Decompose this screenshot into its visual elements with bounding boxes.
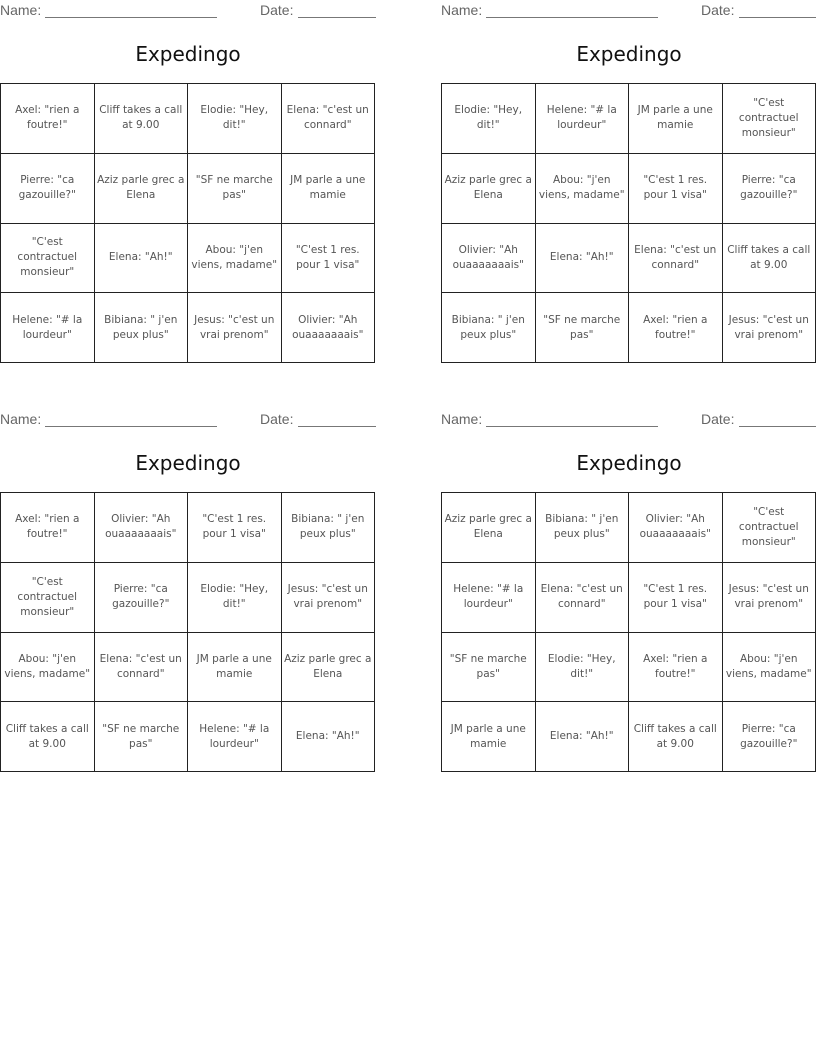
bingo-cell[interactable]: JM parle a une mamie [629, 84, 723, 154]
name-field-line[interactable] [486, 426, 658, 427]
bingo-cell[interactable]: Pierre: "ca gazouille?" [1, 154, 95, 224]
bingo-cell[interactable]: "C'est contractuel monsieur" [723, 493, 816, 563]
bingo-cell[interactable]: JM parle a une mamie [282, 154, 376, 224]
bingo-cell[interactable]: Axel: "rien a foutre!" [1, 84, 95, 154]
bingo-cell[interactable]: Pierre: "ca gazouille?" [95, 563, 189, 633]
bingo-cell[interactable]: Pierre: "ca gazouille?" [723, 702, 816, 772]
bingo-cell[interactable]: Axel: "rien a foutre!" [629, 633, 723, 703]
date-field-line[interactable] [298, 17, 376, 18]
bingo-cell[interactable]: Abou: "j'en viens, madame" [1, 633, 95, 703]
date-label: Date: [260, 2, 294, 18]
bingo-cell[interactable]: Bibiana: " j'en peux plus" [442, 293, 536, 363]
bingo-cell[interactable]: Aziz parle grec a Elena [442, 154, 536, 224]
bingo-cell[interactable]: Abou: "j'en viens, madame" [723, 633, 816, 703]
bingo-cell[interactable]: Helene: "# la lourdeur" [442, 563, 536, 633]
bingo-grid [0, 492, 375, 772]
bingo-cell[interactable]: Bibiana: " j'en peux plus" [282, 493, 376, 563]
bingo-cell[interactable]: Elena: "c'est un connard" [282, 84, 376, 154]
name-label: Name: [0, 411, 42, 427]
bingo-cell[interactable]: Aziz parle grec a Elena [95, 154, 189, 224]
card-title: Expedingo [576, 451, 682, 475]
bingo-cell[interactable]: Elena: "Ah!" [536, 702, 630, 772]
bingo-card [0, 409, 376, 781]
bingo-cell[interactable]: Olivier: "Ah ouaaaaaaais" [442, 224, 536, 294]
bingo-cell[interactable]: Elena: "Ah!" [95, 224, 189, 294]
bingo-cell[interactable]: Jesus: "c'est un vrai prenom" [723, 563, 816, 633]
bingo-grid [441, 83, 816, 363]
bingo-cell[interactable]: Helene: "# la lourdeur" [188, 702, 282, 772]
bingo-cell[interactable]: "C'est contractuel monsieur" [1, 224, 95, 294]
bingo-cell[interactable]: Elena: "c'est un connard" [95, 633, 189, 703]
name-field-line[interactable] [45, 426, 217, 427]
bingo-cell[interactable]: Elena: "Ah!" [536, 224, 630, 294]
bingo-cell[interactable]: Bibiana: " j'en peux plus" [536, 493, 630, 563]
name-field-line[interactable] [486, 17, 658, 18]
bingo-cell[interactable]: Axel: "rien a foutre!" [629, 293, 723, 363]
bingo-cell[interactable]: Abou: "j'en viens, madame" [536, 154, 630, 224]
bingo-cell[interactable]: "C'est 1 res. pour 1 visa" [629, 154, 723, 224]
bingo-cell[interactable]: "SF ne marche pas" [95, 702, 189, 772]
date-field-line[interactable] [739, 426, 816, 427]
date-label: Date: [260, 411, 294, 427]
bingo-cell[interactable]: Aziz parle grec a Elena [282, 633, 376, 703]
bingo-cell[interactable]: "C'est 1 res. pour 1 visa" [629, 563, 723, 633]
date-field-line[interactable] [739, 17, 816, 18]
card-header [0, 0, 376, 20]
bingo-cell[interactable]: Helene: "# la lourdeur" [536, 84, 630, 154]
bingo-cell[interactable]: Abou: "j'en viens, madame" [188, 224, 282, 294]
bingo-cell[interactable]: Elena: "c'est un connard" [536, 563, 630, 633]
bingo-cell[interactable]: Bibiana: " j'en peux plus" [95, 293, 189, 363]
name-field-line[interactable] [45, 17, 217, 18]
bingo-cell[interactable]: "SF ne marche pas" [188, 154, 282, 224]
card-title: Expedingo [135, 42, 241, 66]
bingo-cell[interactable]: Elodie: "Hey, dit!" [442, 84, 536, 154]
bingo-cell[interactable]: Cliff takes a call at 9.00 [723, 224, 816, 294]
bingo-cell[interactable]: Jesus: "c'est un vrai prenom" [282, 563, 376, 633]
bingo-card [441, 0, 816, 372]
bingo-cell[interactable]: "C'est 1 res. pour 1 visa" [188, 493, 282, 563]
date-label: Date: [701, 2, 735, 18]
bingo-cell[interactable]: "SF ne marche pas" [536, 293, 630, 363]
bingo-cell[interactable]: JM parle a une mamie [442, 702, 536, 772]
card-header [441, 409, 816, 429]
bingo-grid [0, 83, 375, 363]
bingo-cell[interactable]: Cliff takes a call at 9.00 [95, 84, 189, 154]
name-label: Name: [0, 2, 42, 18]
card-title: Expedingo [576, 42, 682, 66]
name-label: Name: [441, 411, 483, 427]
bingo-grid [441, 492, 816, 772]
bingo-cell[interactable]: Olivier: "Ah ouaaaaaaais" [629, 493, 723, 563]
date-label: Date: [701, 411, 735, 427]
bingo-cell[interactable]: Cliff takes a call at 9.00 [629, 702, 723, 772]
bingo-cell[interactable]: Olivier: "Ah ouaaaaaaais" [95, 493, 189, 563]
bingo-cell[interactable]: Elena: "Ah!" [282, 702, 376, 772]
bingo-cell[interactable]: Pierre: "ca gazouille?" [723, 154, 816, 224]
bingo-card [441, 409, 816, 781]
bingo-cell[interactable]: Elodie: "Hey, dit!" [536, 633, 630, 703]
date-field-line[interactable] [298, 426, 376, 427]
bingo-cell[interactable]: "C'est contractuel monsieur" [723, 84, 816, 154]
bingo-cell[interactable]: Aziz parle grec a Elena [442, 493, 536, 563]
name-label: Name: [441, 2, 483, 18]
bingo-card [0, 0, 376, 372]
card-title: Expedingo [135, 451, 241, 475]
card-header [0, 409, 376, 429]
bingo-cell[interactable]: Axel: "rien a foutre!" [1, 493, 95, 563]
bingo-cell[interactable]: Elena: "c'est un connard" [629, 224, 723, 294]
bingo-cell[interactable]: "C'est contractuel monsieur" [1, 563, 95, 633]
bingo-cell[interactable]: Elodie: "Hey, dit!" [188, 563, 282, 633]
bingo-cell[interactable]: "SF ne marche pas" [442, 633, 536, 703]
bingo-cell[interactable]: Olivier: "Ah ouaaaaaaais" [282, 293, 376, 363]
bingo-cell[interactable]: Helene: "# la lourdeur" [1, 293, 95, 363]
bingo-cell[interactable]: "C'est 1 res. pour 1 visa" [282, 224, 376, 294]
bingo-cell[interactable]: JM parle a une mamie [188, 633, 282, 703]
card-header [441, 0, 816, 20]
bingo-cell[interactable]: Jesus: "c'est un vrai prenom" [188, 293, 282, 363]
bingo-cell[interactable]: Elodie: "Hey, dit!" [188, 84, 282, 154]
bingo-cell[interactable]: Cliff takes a call at 9.00 [1, 702, 95, 772]
bingo-cell[interactable]: Jesus: "c'est un vrai prenom" [723, 293, 816, 363]
